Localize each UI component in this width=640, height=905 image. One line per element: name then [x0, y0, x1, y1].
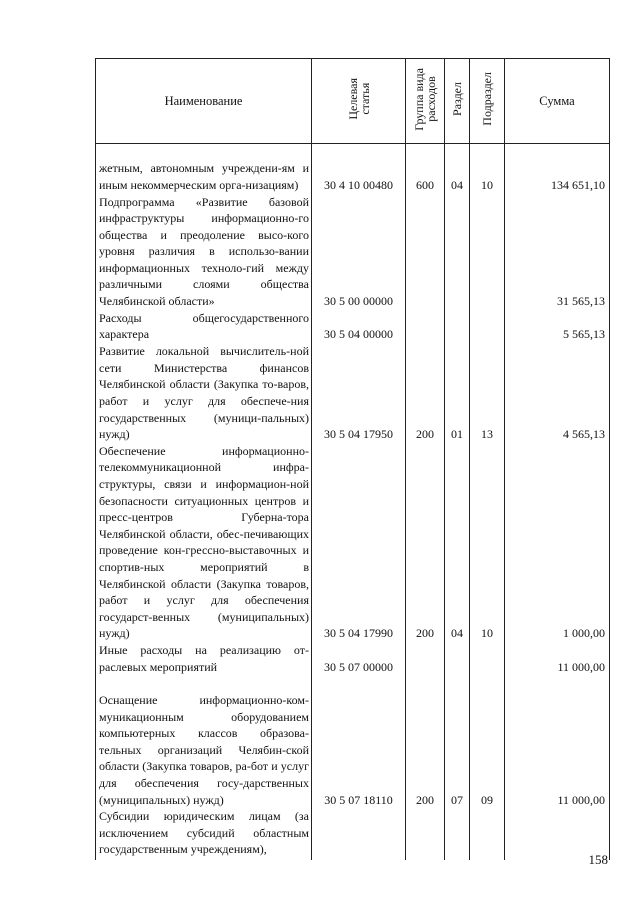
table-body: [96, 144, 610, 861]
row-subsection: 10: [470, 144, 505, 194]
table-row: [96, 443, 610, 642]
header-section: [445, 59, 470, 144]
row-section: [445, 194, 470, 310]
budget-table: [95, 58, 610, 860]
row-article: 30 5 04 17990: [312, 443, 406, 642]
row-sum: 4 565,13: [505, 343, 610, 443]
row-sum: 31 565,13: [505, 194, 610, 310]
row-article: 30 5 07 18110: [312, 675, 406, 808]
row-article: [312, 808, 406, 860]
header-subsection: [470, 59, 505, 144]
row-subsection: [470, 310, 505, 343]
header-group-label: Группа вида расходов: [412, 67, 438, 131]
row-subsection: [470, 194, 505, 310]
row-section: 04: [445, 144, 470, 194]
row-section: [445, 642, 470, 675]
row-group: [406, 310, 445, 343]
row-article: 30 4 10 00480: [312, 144, 406, 194]
row-section: 04: [445, 443, 470, 642]
row-name: Подпрограмма «Развитие базовой инфраструктуры информационно-го общества и преодоление высо-кого уровня различия в использо-вании информационных техноло-гий между различными слоями общества Челябинской области»: [96, 194, 312, 310]
header-article-label: Целевая статья: [345, 78, 372, 120]
row-name: жетным, автономным учреждени-ям и иным некоммерческим орга-низациям): [96, 144, 312, 194]
row-name: Субсидии юридическим лицам (за исключением субсидий областным государственным учреждениям),: [96, 808, 312, 860]
header-name: Наименование: [96, 59, 312, 144]
row-sum: 1 000,00: [505, 443, 610, 642]
row-sum: 11 000,00: [505, 675, 610, 808]
table-row: [96, 194, 610, 310]
table-row: [96, 144, 610, 194]
row-section: [445, 310, 470, 343]
page-number: 158: [588, 852, 608, 867]
row-sum: 11 000,00: [505, 642, 610, 675]
row-section: 07: [445, 675, 470, 808]
row-group: 200: [406, 443, 445, 642]
header-article: [312, 59, 406, 144]
row-group: [406, 194, 445, 310]
row-subsection: 09: [470, 675, 505, 808]
row-sum: 5 565,13: [505, 310, 610, 343]
row-section: [445, 808, 470, 860]
row-name: Обеспечение информационно-телекоммуникационной инфра-структуры, связи и информацион-ной безопасности ситуационных центров и пресс-центров Губерна-тора Челябинской области, обес-печивающих проведение кон-грессно-выставочных и спортив-ных мероприятий в Челябинской области (Закупка товаров, работ и услуг для обеспечения государст-венных (муниципальных) нужд): [96, 443, 312, 642]
row-name: Развитие локальной вычислитель-ной сети Министерства финансов Челябинской области (Закупка то-варов, работ и услуг для обеспече-ния государственных (муници-пальных) нужд): [96, 343, 312, 443]
header-sum: Сумма: [505, 59, 610, 144]
row-article: 30 5 00 00000: [312, 194, 406, 310]
row-section: 01: [445, 343, 470, 443]
table-row: [96, 642, 610, 675]
table-row: [96, 675, 610, 808]
row-sum: 134 651,10: [505, 144, 610, 194]
table-row: [96, 310, 610, 343]
row-subsection: [470, 642, 505, 675]
row-group: 200: [406, 343, 445, 443]
row-article: 30 5 07 00000: [312, 642, 406, 675]
row-article: 30 5 04 17950: [312, 343, 406, 443]
row-subsection: 13: [470, 343, 505, 443]
table-row: [96, 343, 610, 443]
header-section-label: Раздел: [450, 82, 464, 116]
row-subsection: [470, 808, 505, 860]
row-group: 600: [406, 144, 445, 194]
row-group: [406, 642, 445, 675]
table-header: [96, 59, 610, 144]
row-name: Расходы общегосударственного характера: [96, 310, 312, 343]
header-group: [406, 59, 445, 144]
row-group: 200: [406, 675, 445, 808]
header-subsection-label: Подраздел: [480, 72, 494, 126]
row-article: 30 5 04 00000: [312, 310, 406, 343]
row-name: Оснащение информационно-ком-муникационным оборудованием компьютерных классов образова-тельных организаций Челябин-ской области (Закупка товаров, ра-бот и услуг для обеспечения госу-дарственных (муниципальных) нужд): [96, 675, 312, 808]
row-subsection: 10: [470, 443, 505, 642]
row-group: [406, 808, 445, 860]
table-row: [96, 808, 610, 860]
row-name: Иные расходы на реализацию от-раслевых мероприятий: [96, 642, 312, 675]
